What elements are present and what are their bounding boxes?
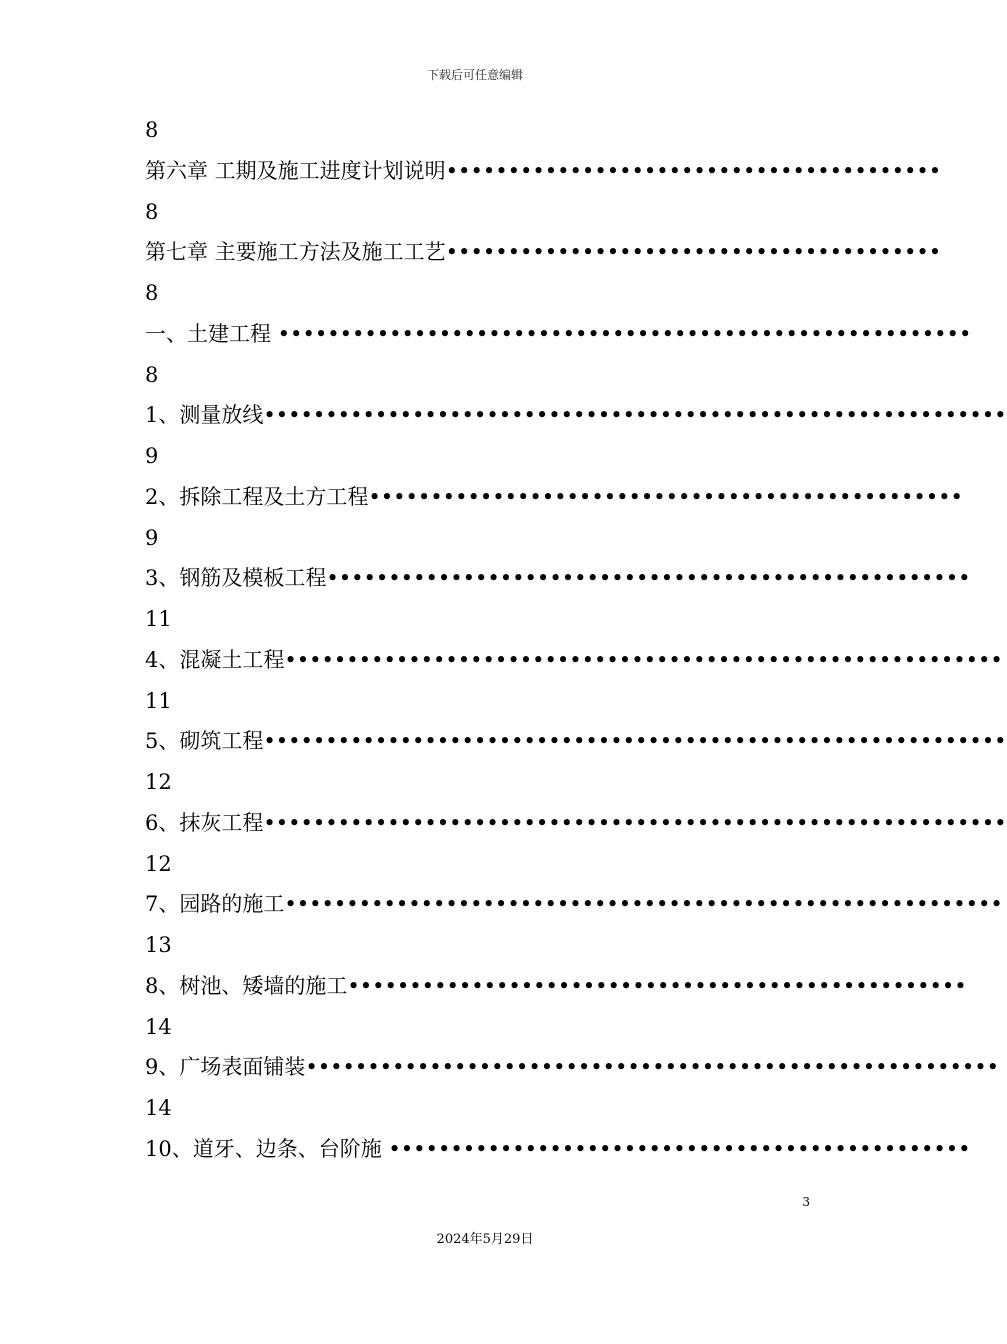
toc-line: 第六章 工期及施工进度计划说明•••••••••••••••••••••••••••••••••••••••• [145,158,942,183]
toc-line: 10、道牙、边条、台阶施 ••••••••••••••••••••••••••••••••••••••••••••••• [145,1136,971,1161]
toc-line: 8 [145,118,159,142]
toc-line: 6、抹灰工程•••••••••••••••••••••••••••••••••••••••••••••••••••••••••••• [145,810,1007,835]
toc-line: 14 [145,1096,172,1120]
toc-line: 8 [145,199,159,224]
page-header: 下载后可任意编辑 [426,68,523,82]
toc-line: 9 [145,444,159,468]
toc-line: 13 [145,933,172,957]
toc-line: 8 [145,362,159,387]
toc-line: 2、拆除工程及土方工程•••••••••••••••••••••••••••••••••••••••••••••••• [145,484,963,509]
toc-line: 7、园路的施工•••••••••••••••••••••••••••••••••••••••••••••••••••••••••• [145,892,1003,917]
toc-line: 9、广场表面铺装•••••••••••••••••••••••••••••••••••••••••••••••••••••••• [145,1055,1000,1080]
toc-line: 9 [145,525,159,550]
toc-line: 5、砌筑工程•••••••••••••••••••••••••••••••••••••••••••••••••••••••••••• [145,729,1007,754]
toc-line: 11 [145,607,172,631]
toc-line: 11 [145,688,172,713]
page-footer-date: 2024年5月29日 [436,1232,534,1247]
toc-line: 8 [145,281,159,305]
page-number: 3 [802,1195,810,1209]
toc-line: 4、混凝土工程•••••••••••••••••••••••••••••••••••••••••••••••••••••••••• [145,647,1003,672]
toc-line: 12 [145,770,172,794]
toc-line: 14 [145,1014,172,1039]
toc-line: 一、土建工程 •••••••••••••••••••••••••••••••••••••••••••••••••••••••• [145,321,972,346]
table-of-contents [145,110,1007,1170]
toc-line: 1、测量放线•••••••••••••••••••••••••••••••••••••••••••••••••••••••••••• [145,403,1007,428]
toc-line: 3、钢筋及模板工程•••••••••••••••••••••••••••••••••••••••••••••••••••• [145,566,971,591]
toc-line: 12 [145,851,172,876]
toc-line: 第七章 主要施工方法及施工工艺•••••••••••••••••••••••••••••••••••••••• [145,240,942,265]
toc-line: 8、树池、矮墙的施工•••••••••••••••••••••••••••••••••••••••••••••••••• [145,973,967,998]
